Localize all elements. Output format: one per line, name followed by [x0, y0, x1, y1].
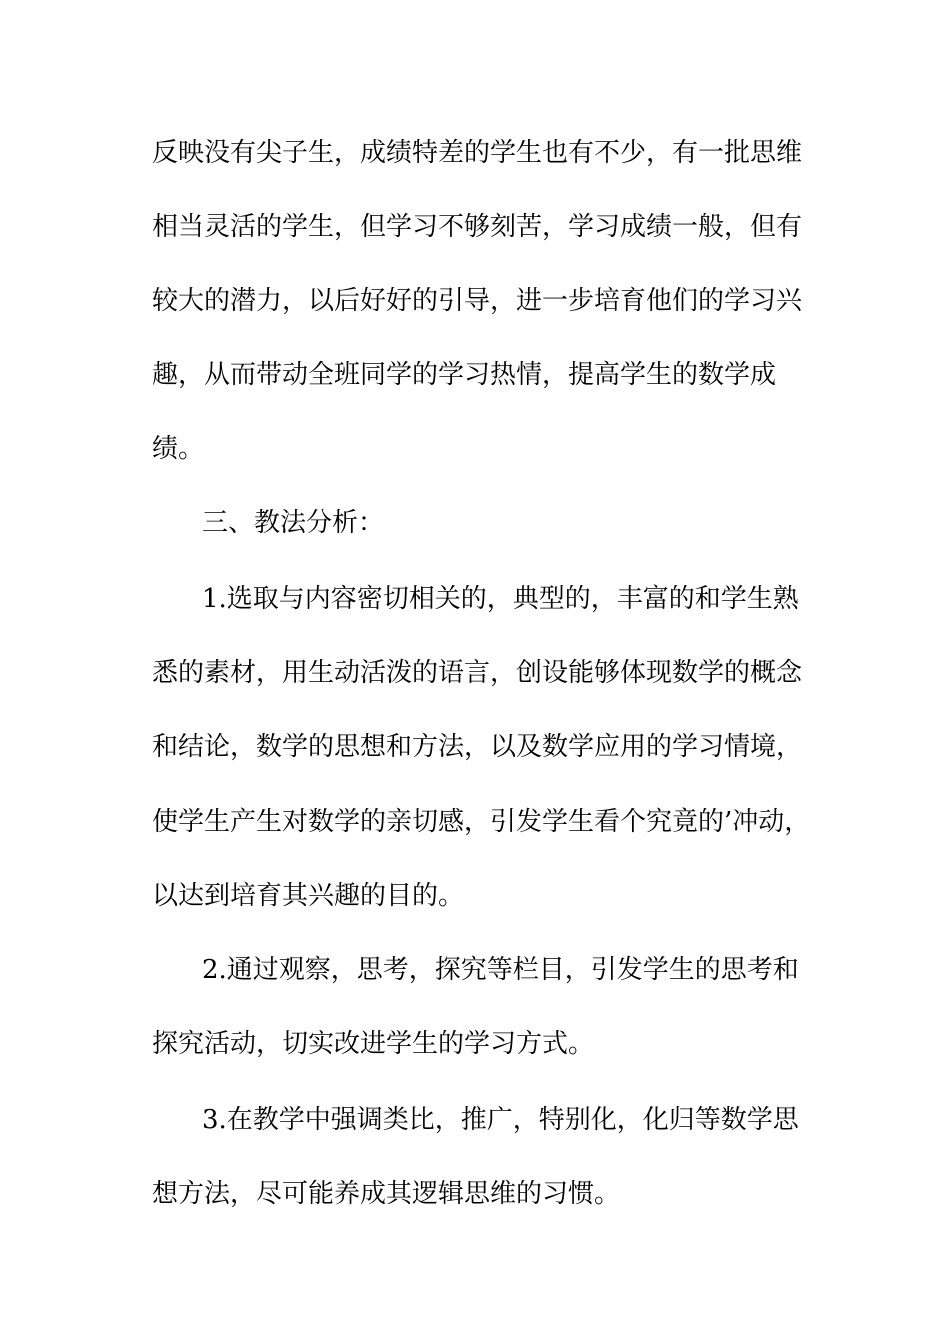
body-text-line: 以达到培育其兴趣的目的。	[152, 881, 465, 911]
body-text-line: 探究活动，切实改进学生的学习方式。	[152, 1029, 595, 1059]
body-text-line: 趣，从而带动全班同学的学习热情，提高学生的数学成	[152, 360, 777, 390]
body-text-line: 和结论，数学的思想和方法，以及数学应用的学习情境，	[152, 732, 803, 762]
body-text-line: 反映没有尖子生，成绩特差的学生也有不少，有一批思维	[152, 138, 803, 168]
body-text-line: 2.通过观察，思考，探究等栏目，引发学生的思考和	[202, 955, 799, 985]
section-heading: 三、教法分析：	[202, 508, 385, 538]
body-text-line: 绩。	[152, 434, 205, 464]
body-text-line: 相当灵活的学生，但学习不够刻苦，学习成绩一般，但有	[152, 212, 803, 242]
body-text-line: 1.选取与内容密切相关的，典型的，丰富的和学生熟	[202, 584, 799, 614]
body-text-line: 较大的潜力，以后好好的引导，进一步培育他们的学习兴	[152, 286, 803, 316]
body-text-line: 想方法，尽可能养成其逻辑思维的习惯。	[152, 1179, 621, 1209]
body-text-line: 使学生产生对数学的亲切感，引发学生看个究竟的’冲动，	[152, 807, 811, 837]
body-text-line: 3.在教学中强调类比，推广，特别化，化归等数学思	[202, 1105, 799, 1135]
body-text-line: 悉的素材，用生动活泼的语言，创设能够体现数学的概念	[152, 658, 803, 688]
